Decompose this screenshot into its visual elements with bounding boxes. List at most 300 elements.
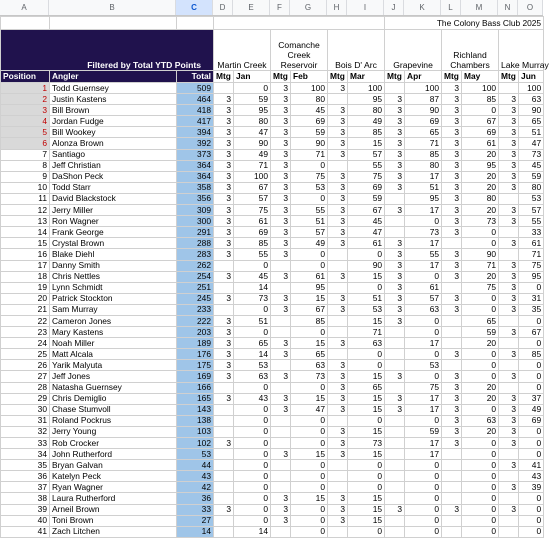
total-cell[interactable]: 464 — [177, 94, 214, 105]
points-cell[interactable]: 0 — [405, 216, 442, 227]
points-cell[interactable]: 0 — [234, 260, 271, 271]
points-cell[interactable]: 73 — [405, 227, 442, 238]
total-cell[interactable]: 358 — [177, 182, 214, 193]
mtg-cell[interactable] — [442, 526, 462, 537]
mtg-cell[interactable] — [214, 460, 234, 471]
mtg-cell[interactable]: 3 — [499, 304, 519, 315]
mtg-cell[interactable]: 3 — [214, 293, 234, 304]
mtg-cell[interactable]: 3 — [442, 426, 462, 437]
club-title[interactable]: The Colony Bass Club 2025 — [385, 17, 544, 30]
mtg-cell[interactable] — [271, 360, 291, 371]
mtg-header[interactable]: Mtg — [499, 71, 519, 83]
mtg-header[interactable]: Mtg — [328, 71, 348, 83]
points-cell[interactable]: 100 — [348, 83, 385, 94]
total-cell[interactable]: 143 — [177, 404, 214, 415]
mtg-cell[interactable]: 3 — [499, 393, 519, 404]
lake-murray[interactable]: Lake Murray — [499, 30, 544, 71]
angler-cell[interactable]: Roland Pockrus — [50, 415, 177, 426]
mtg-cell[interactable]: 3 — [442, 271, 462, 282]
points-cell[interactable]: 0 — [462, 238, 499, 249]
mtg-cell[interactable]: 3 — [499, 160, 519, 171]
angler-cell[interactable]: DaShon Peck — [50, 171, 177, 182]
points-cell[interactable]: 0 — [291, 460, 328, 471]
mtg-cell[interactable]: 3 — [328, 515, 348, 526]
mtg-cell[interactable]: 3 — [442, 171, 462, 182]
total-cell[interactable]: 42 — [177, 482, 214, 493]
points-cell[interactable]: 95 — [462, 160, 499, 171]
position-header[interactable]: Position — [1, 71, 50, 83]
mtg-cell[interactable] — [385, 482, 405, 493]
points-cell[interactable]: 0 — [348, 282, 385, 293]
mtg-cell[interactable]: 3 — [214, 327, 234, 338]
angler-cell[interactable]: Rob Crocker — [50, 438, 177, 449]
mtg-cell[interactable] — [271, 471, 291, 482]
total-cell[interactable]: 222 — [177, 315, 214, 326]
mtg-cell[interactable] — [328, 460, 348, 471]
points-cell[interactable]: 31 — [519, 293, 544, 304]
mtg-cell[interactable] — [499, 493, 519, 504]
mtg-cell[interactable]: 3 — [442, 138, 462, 149]
mtg-cell[interactable] — [271, 315, 291, 326]
points-cell[interactable]: 80 — [519, 182, 544, 193]
points-cell[interactable]: 0 — [519, 526, 544, 537]
points-cell[interactable]: 14 — [234, 526, 271, 537]
mtg-cell[interactable] — [442, 360, 462, 371]
mtg-cell[interactable]: 3 — [499, 460, 519, 471]
mtg-cell[interactable]: 3 — [442, 249, 462, 260]
points-cell[interactable]: 95 — [291, 282, 328, 293]
mtg-cell[interactable]: 3 — [271, 116, 291, 127]
points-cell[interactable]: 0 — [234, 449, 271, 460]
mtg-cell[interactable] — [385, 360, 405, 371]
points-cell[interactable]: 45 — [291, 105, 328, 116]
column-header-l[interactable]: L — [441, 0, 461, 15]
points-cell[interactable]: 0 — [348, 360, 385, 371]
points-cell[interactable]: 0 — [519, 382, 544, 393]
mtg-cell[interactable] — [214, 515, 234, 526]
points-cell[interactable]: 69 — [291, 116, 328, 127]
mtg-cell[interactable]: 3 — [271, 449, 291, 460]
mtg-cell[interactable]: 3 — [499, 149, 519, 160]
mtg-cell[interactable] — [385, 193, 405, 204]
angler-cell[interactable]: Chris Nettles — [50, 271, 177, 282]
mtg-cell[interactable] — [214, 260, 234, 271]
mtg-cell[interactable] — [442, 327, 462, 338]
angler-cell[interactable]: Chris Demiglio — [50, 393, 177, 404]
points-cell[interactable]: 87 — [405, 94, 442, 105]
position-cell[interactable]: 14 — [1, 227, 50, 238]
mtg-cell[interactable]: 3 — [214, 360, 234, 371]
mtg-cell[interactable] — [328, 327, 348, 338]
column-header-i[interactable]: I — [347, 0, 384, 15]
points-cell[interactable]: 65 — [348, 382, 385, 393]
mtg-cell[interactable]: 3 — [442, 504, 462, 515]
points-cell[interactable]: 65 — [234, 338, 271, 349]
points-cell[interactable]: 47 — [519, 138, 544, 149]
angler-cell[interactable]: Matt Alcala — [50, 349, 177, 360]
points-cell[interactable]: 0 — [462, 526, 499, 537]
points-cell[interactable]: 80 — [291, 94, 328, 105]
mtg-cell[interactable] — [328, 160, 348, 171]
points-cell[interactable]: 63 — [348, 338, 385, 349]
points-cell[interactable]: 63 — [405, 304, 442, 315]
mtg-cell[interactable]: 3 — [328, 382, 348, 393]
mtg-cell[interactable]: 3 — [385, 127, 405, 138]
position-cell[interactable]: 12 — [1, 205, 50, 216]
points-cell[interactable]: 0 — [405, 493, 442, 504]
position-cell[interactable]: 33 — [1, 438, 50, 449]
position-cell[interactable]: 24 — [1, 338, 50, 349]
mtg-cell[interactable] — [499, 526, 519, 537]
total-cell[interactable]: 166 — [177, 382, 214, 393]
column-header-d[interactable]: D — [213, 0, 233, 15]
points-cell[interactable]: 0 — [405, 349, 442, 360]
position-cell[interactable]: 34 — [1, 449, 50, 460]
points-cell[interactable]: 71 — [405, 138, 442, 149]
angler-cell[interactable]: Jeff Jones — [50, 371, 177, 382]
mtg-cell[interactable]: 3 — [442, 227, 462, 238]
mtg-cell[interactable]: 3 — [328, 193, 348, 204]
mtg-cell[interactable] — [499, 83, 519, 94]
points-cell[interactable]: 100 — [519, 83, 544, 94]
total-cell[interactable]: 300 — [177, 216, 214, 227]
mtg-cell[interactable]: 3 — [214, 182, 234, 193]
points-cell[interactable]: 53 — [405, 360, 442, 371]
points-cell[interactable]: 0 — [462, 293, 499, 304]
mtg-cell[interactable]: 3 — [499, 415, 519, 426]
points-cell[interactable]: 67 — [348, 205, 385, 216]
mtg-cell[interactable]: 3 — [442, 404, 462, 415]
points-cell[interactable]: 0 — [234, 438, 271, 449]
mtg-cell[interactable]: 3 — [328, 83, 348, 94]
points-cell[interactable]: 55 — [234, 249, 271, 260]
month-header[interactable]: Mar — [348, 71, 385, 83]
mtg-cell[interactable]: 3 — [271, 338, 291, 349]
total-cell[interactable]: 418 — [177, 105, 214, 116]
position-cell[interactable]: 22 — [1, 315, 50, 326]
points-cell[interactable]: 0 — [519, 338, 544, 349]
mtg-cell[interactable]: 3 — [271, 393, 291, 404]
points-cell[interactable]: 59 — [462, 327, 499, 338]
mtg-cell[interactable]: 3 — [385, 315, 405, 326]
angler-cell[interactable]: Toni Brown — [50, 515, 177, 526]
mtg-cell[interactable]: 3 — [442, 205, 462, 216]
mtg-cell[interactable] — [328, 349, 348, 360]
mtg-cell[interactable]: 3 — [499, 171, 519, 182]
points-cell[interactable]: 71 — [519, 249, 544, 260]
total-cell[interactable]: 254 — [177, 271, 214, 282]
mtg-cell[interactable] — [328, 415, 348, 426]
total-cell[interactable]: 394 — [177, 127, 214, 138]
points-cell[interactable]: 35 — [519, 304, 544, 315]
mtg-cell[interactable]: 3 — [214, 393, 234, 404]
filter-label[interactable]: Filtered by Total YTD Points — [1, 30, 214, 71]
angler-cell[interactable]: Noah Miller — [50, 338, 177, 349]
position-cell[interactable]: 7 — [1, 149, 50, 160]
mtg-cell[interactable]: 3 — [271, 182, 291, 193]
mtg-cell[interactable]: 3 — [214, 116, 234, 127]
points-cell[interactable]: 0 — [519, 493, 544, 504]
mtg-cell[interactable]: 3 — [214, 315, 234, 326]
points-cell[interactable]: 0 — [234, 515, 271, 526]
mtg-cell[interactable]: 3 — [385, 249, 405, 260]
points-cell[interactable]: 17 — [405, 260, 442, 271]
points-cell[interactable]: 0 — [291, 526, 328, 537]
mtg-cell[interactable] — [385, 449, 405, 460]
total-cell[interactable]: 14 — [177, 526, 214, 537]
position-cell[interactable]: 6 — [1, 138, 50, 149]
mtg-cell[interactable]: 3 — [271, 205, 291, 216]
points-cell[interactable]: 100 — [291, 83, 328, 94]
total-cell[interactable]: 283 — [177, 249, 214, 260]
angler-cell[interactable]: Crystal Brown — [50, 238, 177, 249]
mtg-cell[interactable]: 3 — [214, 105, 234, 116]
points-cell[interactable]: 49 — [291, 238, 328, 249]
lake-martin-creek[interactable]: Martin Creek — [214, 30, 271, 71]
mtg-cell[interactable] — [385, 515, 405, 526]
points-cell[interactable]: 0 — [462, 482, 499, 493]
points-cell[interactable]: 51 — [291, 216, 328, 227]
mtg-cell[interactable]: 3 — [328, 138, 348, 149]
total-cell[interactable]: 356 — [177, 193, 214, 204]
points-cell[interactable]: 69 — [234, 227, 271, 238]
mtg-cell[interactable] — [385, 526, 405, 537]
mtg-cell[interactable]: 3 — [328, 360, 348, 371]
points-cell[interactable]: 43 — [234, 393, 271, 404]
mtg-cell[interactable] — [442, 471, 462, 482]
points-cell[interactable]: 20 — [462, 149, 499, 160]
points-cell[interactable]: 95 — [234, 105, 271, 116]
position-cell[interactable]: 23 — [1, 327, 50, 338]
points-cell[interactable]: 0 — [291, 482, 328, 493]
mtg-cell[interactable] — [214, 83, 234, 94]
mtg-cell[interactable] — [328, 282, 348, 293]
points-cell[interactable]: 90 — [291, 138, 328, 149]
mtg-cell[interactable] — [385, 83, 405, 94]
position-cell[interactable]: 17 — [1, 260, 50, 271]
column-header-e[interactable]: E — [233, 0, 270, 15]
position-cell[interactable]: 38 — [1, 493, 50, 504]
mtg-cell[interactable]: 3 — [385, 149, 405, 160]
points-cell[interactable]: 85 — [348, 127, 385, 138]
points-cell[interactable]: 57 — [234, 193, 271, 204]
mtg-cell[interactable]: 3 — [385, 116, 405, 127]
column-header-g[interactable]: G — [290, 0, 327, 15]
position-cell[interactable]: 10 — [1, 182, 50, 193]
mtg-cell[interactable]: 3 — [328, 271, 348, 282]
mtg-cell[interactable]: 3 — [442, 349, 462, 360]
points-cell[interactable]: 15 — [291, 393, 328, 404]
total-cell[interactable]: 364 — [177, 171, 214, 182]
mtg-cell[interactable]: 3 — [385, 404, 405, 415]
mtg-cell[interactable]: 3 — [328, 238, 348, 249]
points-cell[interactable]: 75 — [348, 171, 385, 182]
cell[interactable] — [1, 17, 50, 30]
mtg-cell[interactable] — [442, 482, 462, 493]
angler-cell[interactable]: Jeff Christian — [50, 160, 177, 171]
points-cell[interactable]: 20 — [462, 182, 499, 193]
mtg-header[interactable]: Mtg — [442, 71, 462, 83]
mtg-cell[interactable]: 3 — [271, 149, 291, 160]
points-cell[interactable]: 95 — [348, 94, 385, 105]
points-cell[interactable]: 0 — [519, 360, 544, 371]
angler-cell[interactable]: Blake Diehl — [50, 249, 177, 260]
mtg-cell[interactable]: 3 — [328, 371, 348, 382]
points-cell[interactable]: 0 — [234, 83, 271, 94]
points-cell[interactable]: 0 — [519, 371, 544, 382]
points-cell[interactable]: 0 — [462, 227, 499, 238]
total-cell[interactable]: 175 — [177, 360, 214, 371]
points-cell[interactable]: 85 — [291, 315, 328, 326]
mtg-cell[interactable] — [385, 460, 405, 471]
points-cell[interactable]: 15 — [348, 515, 385, 526]
points-cell[interactable]: 95 — [405, 193, 442, 204]
points-cell[interactable]: 17 — [405, 338, 442, 349]
mtg-cell[interactable]: 3 — [271, 94, 291, 105]
position-cell[interactable]: 32 — [1, 426, 50, 437]
points-cell[interactable]: 0 — [519, 449, 544, 460]
total-cell[interactable]: 392 — [177, 138, 214, 149]
points-cell[interactable]: 0 — [348, 526, 385, 537]
total-cell[interactable]: 262 — [177, 260, 214, 271]
mtg-cell[interactable]: 3 — [499, 216, 519, 227]
angler-cell[interactable]: Justin Kastens — [50, 94, 177, 105]
mtg-cell[interactable] — [271, 438, 291, 449]
mtg-cell[interactable]: 3 — [385, 171, 405, 182]
position-cell[interactable]: 30 — [1, 404, 50, 415]
points-cell[interactable]: 90 — [234, 138, 271, 149]
mtg-cell[interactable]: 3 — [328, 449, 348, 460]
points-cell[interactable]: 0 — [234, 460, 271, 471]
mtg-cell[interactable]: 3 — [499, 327, 519, 338]
points-cell[interactable]: 59 — [519, 171, 544, 182]
mtg-cell[interactable]: 3 — [214, 249, 234, 260]
points-cell[interactable]: 0 — [291, 415, 328, 426]
points-cell[interactable]: 75 — [462, 282, 499, 293]
mtg-cell[interactable] — [499, 449, 519, 460]
total-cell[interactable]: 43 — [177, 471, 214, 482]
mtg-cell[interactable] — [499, 249, 519, 260]
position-cell[interactable]: 13 — [1, 216, 50, 227]
position-cell[interactable]: 15 — [1, 238, 50, 249]
position-cell[interactable]: 31 — [1, 415, 50, 426]
mtg-cell[interactable]: 3 — [328, 227, 348, 238]
points-cell[interactable]: 51 — [234, 315, 271, 326]
mtg-cell[interactable] — [214, 482, 234, 493]
points-cell[interactable]: 63 — [462, 415, 499, 426]
points-cell[interactable]: 90 — [519, 105, 544, 116]
position-cell[interactable]: 1 — [1, 83, 50, 94]
position-cell[interactable]: 25 — [1, 349, 50, 360]
angler-cell[interactable]: Santiago — [50, 149, 177, 160]
mtg-cell[interactable]: 3 — [442, 293, 462, 304]
points-cell[interactable]: 69 — [462, 127, 499, 138]
points-cell[interactable]: 71 — [291, 149, 328, 160]
points-cell[interactable]: 80 — [348, 105, 385, 116]
points-cell[interactable]: 61 — [519, 238, 544, 249]
position-cell[interactable]: 29 — [1, 393, 50, 404]
mtg-cell[interactable] — [271, 426, 291, 437]
mtg-cell[interactable]: 3 — [214, 271, 234, 282]
total-cell[interactable]: 291 — [177, 227, 214, 238]
mtg-cell[interactable]: 3 — [442, 94, 462, 105]
mtg-cell[interactable]: 3 — [499, 94, 519, 105]
points-cell[interactable]: 0 — [519, 438, 544, 449]
mtg-cell[interactable] — [385, 349, 405, 360]
mtg-cell[interactable] — [385, 216, 405, 227]
points-cell[interactable]: 61 — [234, 216, 271, 227]
column-header-f[interactable]: F — [270, 0, 290, 15]
mtg-cell[interactable] — [214, 282, 234, 293]
mtg-cell[interactable] — [328, 315, 348, 326]
mtg-cell[interactable]: 3 — [499, 349, 519, 360]
points-cell[interactable]: 20 — [462, 382, 499, 393]
mtg-cell[interactable] — [385, 338, 405, 349]
mtg-cell[interactable]: 3 — [442, 193, 462, 204]
angler-cell[interactable]: Arneil Brown — [50, 504, 177, 515]
points-cell[interactable]: 17 — [405, 205, 442, 216]
mtg-cell[interactable]: 3 — [214, 193, 234, 204]
mtg-cell[interactable] — [328, 526, 348, 537]
mtg-cell[interactable] — [271, 382, 291, 393]
mtg-cell[interactable]: 3 — [442, 260, 462, 271]
mtg-cell[interactable]: 3 — [328, 216, 348, 227]
angler-cell[interactable]: Cameron Jones — [50, 315, 177, 326]
points-cell[interactable]: 63 — [234, 371, 271, 382]
points-cell[interactable]: 0 — [405, 526, 442, 537]
points-cell[interactable]: 59 — [405, 426, 442, 437]
position-cell[interactable]: 3 — [1, 105, 50, 116]
points-cell[interactable]: 39 — [519, 482, 544, 493]
mtg-cell[interactable]: 3 — [499, 371, 519, 382]
points-cell[interactable]: 85 — [405, 149, 442, 160]
points-cell[interactable]: 0 — [519, 315, 544, 326]
points-cell[interactable]: 0 — [291, 471, 328, 482]
mtg-cell[interactable]: 3 — [271, 127, 291, 138]
mtg-cell[interactable]: 3 — [385, 293, 405, 304]
points-cell[interactable]: 59 — [234, 94, 271, 105]
mtg-header[interactable]: Mtg — [214, 71, 234, 83]
position-cell[interactable]: 37 — [1, 482, 50, 493]
total-cell[interactable]: 44 — [177, 460, 214, 471]
mtg-cell[interactable]: 3 — [385, 205, 405, 216]
points-cell[interactable]: 51 — [519, 127, 544, 138]
position-cell[interactable]: 20 — [1, 293, 50, 304]
position-cell[interactable]: 35 — [1, 460, 50, 471]
points-cell[interactable]: 51 — [405, 182, 442, 193]
mtg-cell[interactable]: 3 — [499, 116, 519, 127]
mtg-cell[interactable] — [385, 415, 405, 426]
mtg-cell[interactable]: 3 — [328, 205, 348, 216]
points-cell[interactable]: 17 — [405, 438, 442, 449]
points-cell[interactable]: 73 — [462, 216, 499, 227]
points-cell[interactable]: 100 — [462, 83, 499, 94]
column-header-c[interactable]: C — [176, 0, 213, 15]
points-cell[interactable]: 37 — [519, 393, 544, 404]
mtg-cell[interactable]: 3 — [442, 105, 462, 116]
mtg-cell[interactable]: 3 — [385, 260, 405, 271]
angler-cell[interactable]: Natasha Guernsey — [50, 382, 177, 393]
mtg-cell[interactable] — [328, 482, 348, 493]
mtg-cell[interactable]: 3 — [271, 238, 291, 249]
points-cell[interactable]: 0 — [405, 371, 442, 382]
angler-cell[interactable]: John Rutherford — [50, 449, 177, 460]
points-cell[interactable]: 0 — [234, 327, 271, 338]
total-cell[interactable]: 165 — [177, 393, 214, 404]
points-cell[interactable]: 57 — [519, 205, 544, 216]
points-cell[interactable]: 20 — [462, 171, 499, 182]
position-cell[interactable]: 41 — [1, 526, 50, 537]
